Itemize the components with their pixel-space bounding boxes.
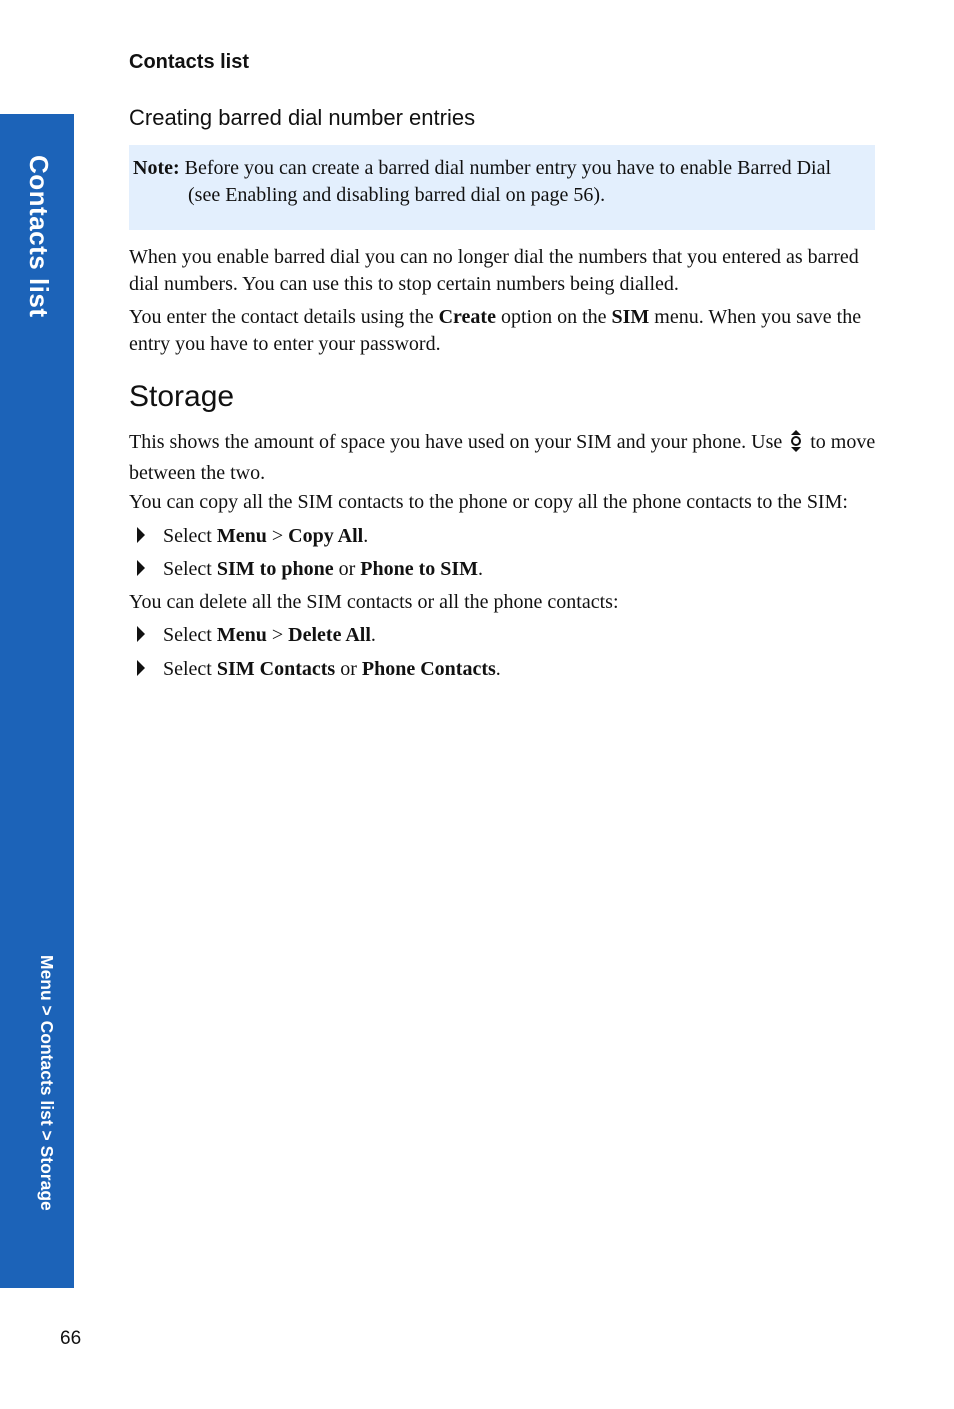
text-run: Select [163, 525, 217, 547]
section-heading-barred-dial: Creating barred dial number entries [129, 105, 476, 130]
text-run: Select [163, 624, 217, 646]
text-run: to move between the two. [129, 431, 876, 484]
note-line-2: (see Enabling and disabling barred dial on page 56). [188, 184, 606, 206]
text-run: Select [163, 558, 217, 580]
text-run: > [266, 525, 289, 547]
bold-term: SIM Contacts [216, 658, 336, 680]
bold-sim: SIM [611, 306, 650, 328]
step-select-copy-direction [137, 556, 483, 583]
bullet-arrow-icon [137, 560, 145, 576]
text-run: menu. When you save the entry you have to enter your password. [129, 306, 862, 355]
text-run: or [333, 558, 361, 580]
step-select-delete-all [137, 622, 376, 649]
text-run: This shows the amount of space you have used on your SIM and your phone. Use [129, 431, 788, 453]
bold-term: Phone Contacts [361, 658, 496, 680]
paragraph-barred-dial-effect: When you enable barred dial you can no longer dial the numbers that you entered as barred dial numbers. You can use this to stop certain numbers being dialled. [129, 246, 859, 295]
text-run: or [335, 658, 362, 680]
bold-create: Create [438, 306, 496, 328]
text-run: . [478, 558, 484, 580]
bold-term: Menu [216, 624, 267, 646]
step-select-delete-target [137, 656, 501, 683]
paragraph-delete-contacts: You can delete all the SIM contacts or all the phone contacts: [129, 591, 619, 613]
bullet-arrow-icon [137, 626, 145, 642]
text-run: . [370, 624, 376, 646]
bullet-arrow-icon [137, 527, 145, 543]
running-head: Contacts list [129, 51, 250, 73]
sidebar-breadcrumb: Menu > Contacts list > Storage [37, 955, 57, 1211]
sidebar-chapter-title: Contacts list [24, 155, 54, 318]
step-select-copy-all [137, 523, 368, 550]
text-run: > [266, 624, 289, 646]
navigation-up-down-icon [789, 430, 803, 460]
text-run: . [495, 658, 501, 680]
paragraph-storage-intro [129, 429, 879, 487]
bullet-arrow-icon [137, 660, 145, 676]
paragraph-create-entry [129, 304, 879, 358]
note-line-1 [133, 155, 869, 182]
section-heading-storage: Storage [129, 380, 235, 413]
note-text-1: Before you can create a barred dial number entry you have to enable Barred Dial [184, 157, 832, 179]
bold-term: Menu [216, 525, 267, 547]
paragraph-copy-contacts: You can copy all the SIM contacts to the phone or copy all the phone contacts to the SIM: [129, 491, 848, 513]
bold-term: Copy All [288, 525, 364, 547]
text-run: option on the [495, 306, 612, 328]
note-box [129, 145, 875, 230]
bold-term: Delete All [288, 624, 371, 646]
text-run: You enter the contact details using the [129, 306, 439, 328]
bold-term: SIM to phone [216, 558, 334, 580]
page-number: 66 [60, 1328, 82, 1349]
note-label: Note: [133, 157, 180, 179]
text-run: Select [163, 658, 217, 680]
bold-term: Phone to SIM [360, 558, 479, 580]
text-run: . [363, 525, 369, 547]
